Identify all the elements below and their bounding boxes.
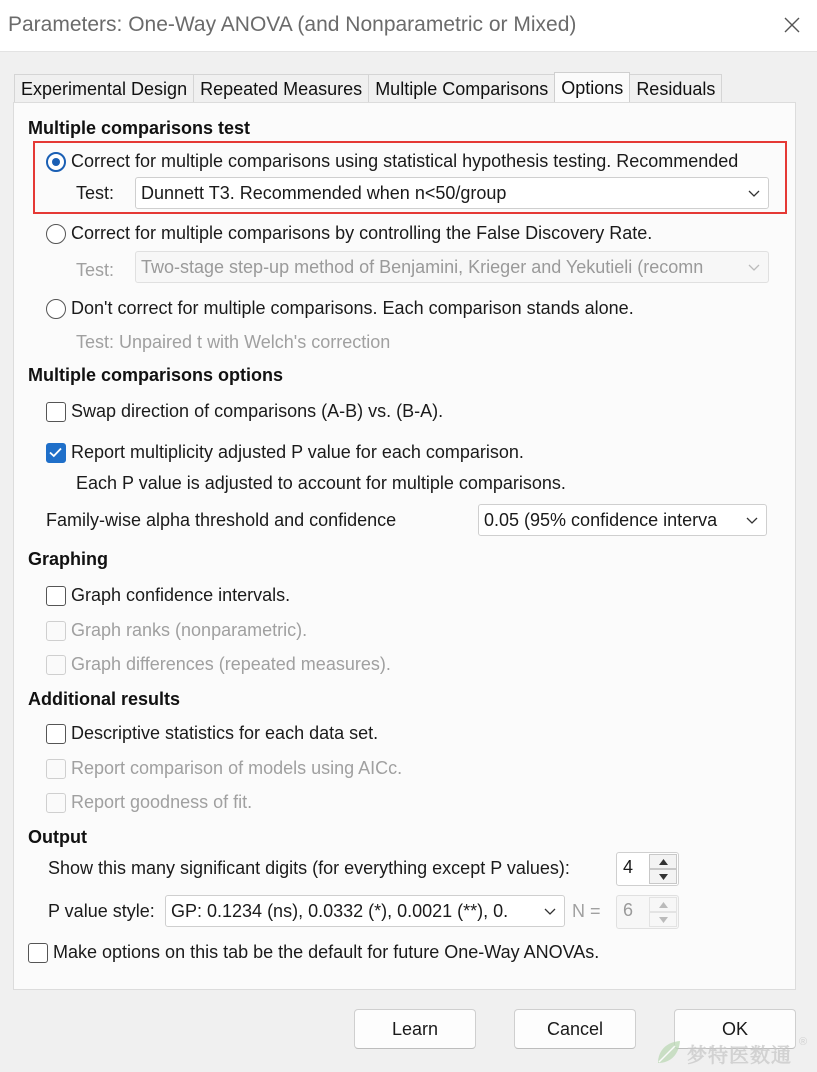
alpha-select-value: 0.05 (95% confidence interva (484, 510, 718, 530)
close-button[interactable] (767, 0, 817, 52)
radio-no-correction-label: Don't correct for multiple comparisons. Each comparison stands alone. (71, 298, 634, 318)
radio-hypothesis-testing[interactable] (46, 152, 66, 172)
report-adjusted-p-note: Each P value is adjusted to account for multiple comparisons. (76, 473, 566, 493)
n-value: 6 (623, 900, 634, 920)
tab-strip (14, 74, 721, 102)
checkbox-report-adjusted-p[interactable] (46, 443, 66, 463)
down-arrow-icon (659, 874, 668, 880)
graph-differences-label: Graph differences (repeated measures). (71, 654, 391, 674)
up-arrow-icon (659, 902, 668, 908)
n-up-button[interactable] (649, 897, 677, 912)
watermark-text: 梦特医数通 (687, 1045, 792, 1067)
chevron-down-icon (748, 261, 760, 273)
leaf-logo-icon (655, 1038, 683, 1066)
heading-multiple-comparisons-test: Multiple comparisons test (28, 118, 251, 138)
radio-fdr[interactable] (46, 224, 66, 244)
digits-label: Show this many significant digits (for everything except P values): (48, 858, 570, 878)
n-spinner[interactable] (616, 895, 679, 929)
watermark (655, 1036, 815, 1068)
alpha-select[interactable] (478, 504, 767, 536)
digits-down-button[interactable] (649, 869, 677, 884)
digits-value: 4 (623, 857, 634, 877)
test-select-value: Dunnett T3. Recommended when n<50/group (141, 183, 507, 203)
fdr-test-label: Test: (76, 260, 115, 280)
goodness-of-fit-label: Report goodness of fit. (71, 792, 253, 812)
radio-fdr-label: Correct for multiple comparisons by controlling the False Discovery Rate. (71, 223, 653, 243)
up-arrow-icon (659, 859, 668, 865)
learn-button[interactable]: Learn (354, 1009, 476, 1049)
down-arrow-icon (659, 917, 668, 923)
pstyle-label: P value style: (48, 901, 155, 921)
title-bar (0, 0, 817, 52)
checkbox-graph-ranks[interactable] (46, 621, 66, 641)
checkbox-graph-ci[interactable] (46, 586, 66, 606)
options-panel (13, 102, 796, 990)
pstyle-select-value: GP: 0.1234 (ns), 0.0332 (*), 0.0021 (**), 0. (171, 901, 509, 921)
aicc-label: Report comparison of models using AICc. (71, 758, 403, 778)
test-select[interactable] (135, 177, 769, 209)
checkbox-swap-direction[interactable] (46, 402, 66, 422)
tab-multiple-comparisons[interactable]: Multiple Comparisons (368, 74, 555, 102)
digits-spinner[interactable] (616, 852, 679, 886)
chevron-down-icon (746, 514, 758, 526)
graph-ranks-label: Graph ranks (nonparametric). (71, 620, 308, 640)
close-icon (784, 17, 800, 33)
no-correction-test-text: Test: Unpaired t with Welch's correction (76, 332, 391, 352)
digits-up-button[interactable] (649, 854, 677, 869)
radio-no-correction[interactable] (46, 299, 66, 319)
window-title: Parameters: One-Way ANOVA (and Nonparametric or Mixed) (8, 13, 577, 36)
make-default-label: Make options on this tab be the default for future One-Way ANOVAs. (53, 942, 600, 962)
heading-multiple-comparisons-options: Multiple comparisons options (28, 365, 284, 385)
n-label: N = (572, 901, 601, 921)
alpha-label: Family-wise alpha threshold and confidence (46, 510, 397, 530)
heading-additional-results: Additional results (28, 689, 181, 709)
tab-residuals[interactable]: Residuals (629, 74, 722, 102)
checkbox-aicc[interactable] (46, 759, 66, 779)
report-adjusted-p-label: Report multiplicity adjusted P value for each comparison. (71, 442, 524, 462)
tab-experimental-design[interactable]: Experimental Design (14, 74, 194, 102)
radio-hypothesis-testing-label: Correct for multiple comparisons using statistical hypothesis testing. Recommended (71, 151, 739, 171)
chevron-down-icon (748, 187, 760, 199)
descriptive-stats-label: Descriptive statistics for each data set. (71, 723, 379, 743)
tab-options[interactable]: Options (554, 72, 630, 102)
checkbox-goodness-of-fit[interactable] (46, 793, 66, 813)
cancel-button[interactable]: Cancel (514, 1009, 636, 1049)
graph-ci-label: Graph confidence intervals. (71, 585, 291, 605)
test-label: Test: (76, 183, 115, 203)
n-down-button[interactable] (649, 912, 677, 927)
watermark-registered-mark: ® (799, 1036, 808, 1048)
chevron-down-icon (544, 905, 556, 917)
fdr-test-select[interactable] (135, 251, 769, 283)
checkbox-graph-differences[interactable] (46, 655, 66, 675)
checkmark-icon (49, 447, 62, 458)
fdr-test-select-value: Two-stage step-up method of Benjamini, Krieger and Yekutieli (recomn (141, 257, 704, 277)
pstyle-select[interactable] (165, 895, 565, 927)
tab-repeated-measures[interactable]: Repeated Measures (193, 74, 369, 102)
checkbox-descriptive-stats[interactable] (46, 724, 66, 744)
heading-output: Output (28, 827, 87, 847)
checkbox-make-default[interactable] (28, 943, 48, 963)
ok-button[interactable]: OK (674, 1009, 796, 1049)
swap-direction-label: Swap direction of comparisons (A-B) vs. (B-A). (71, 401, 444, 421)
heading-graphing: Graphing (28, 549, 108, 569)
